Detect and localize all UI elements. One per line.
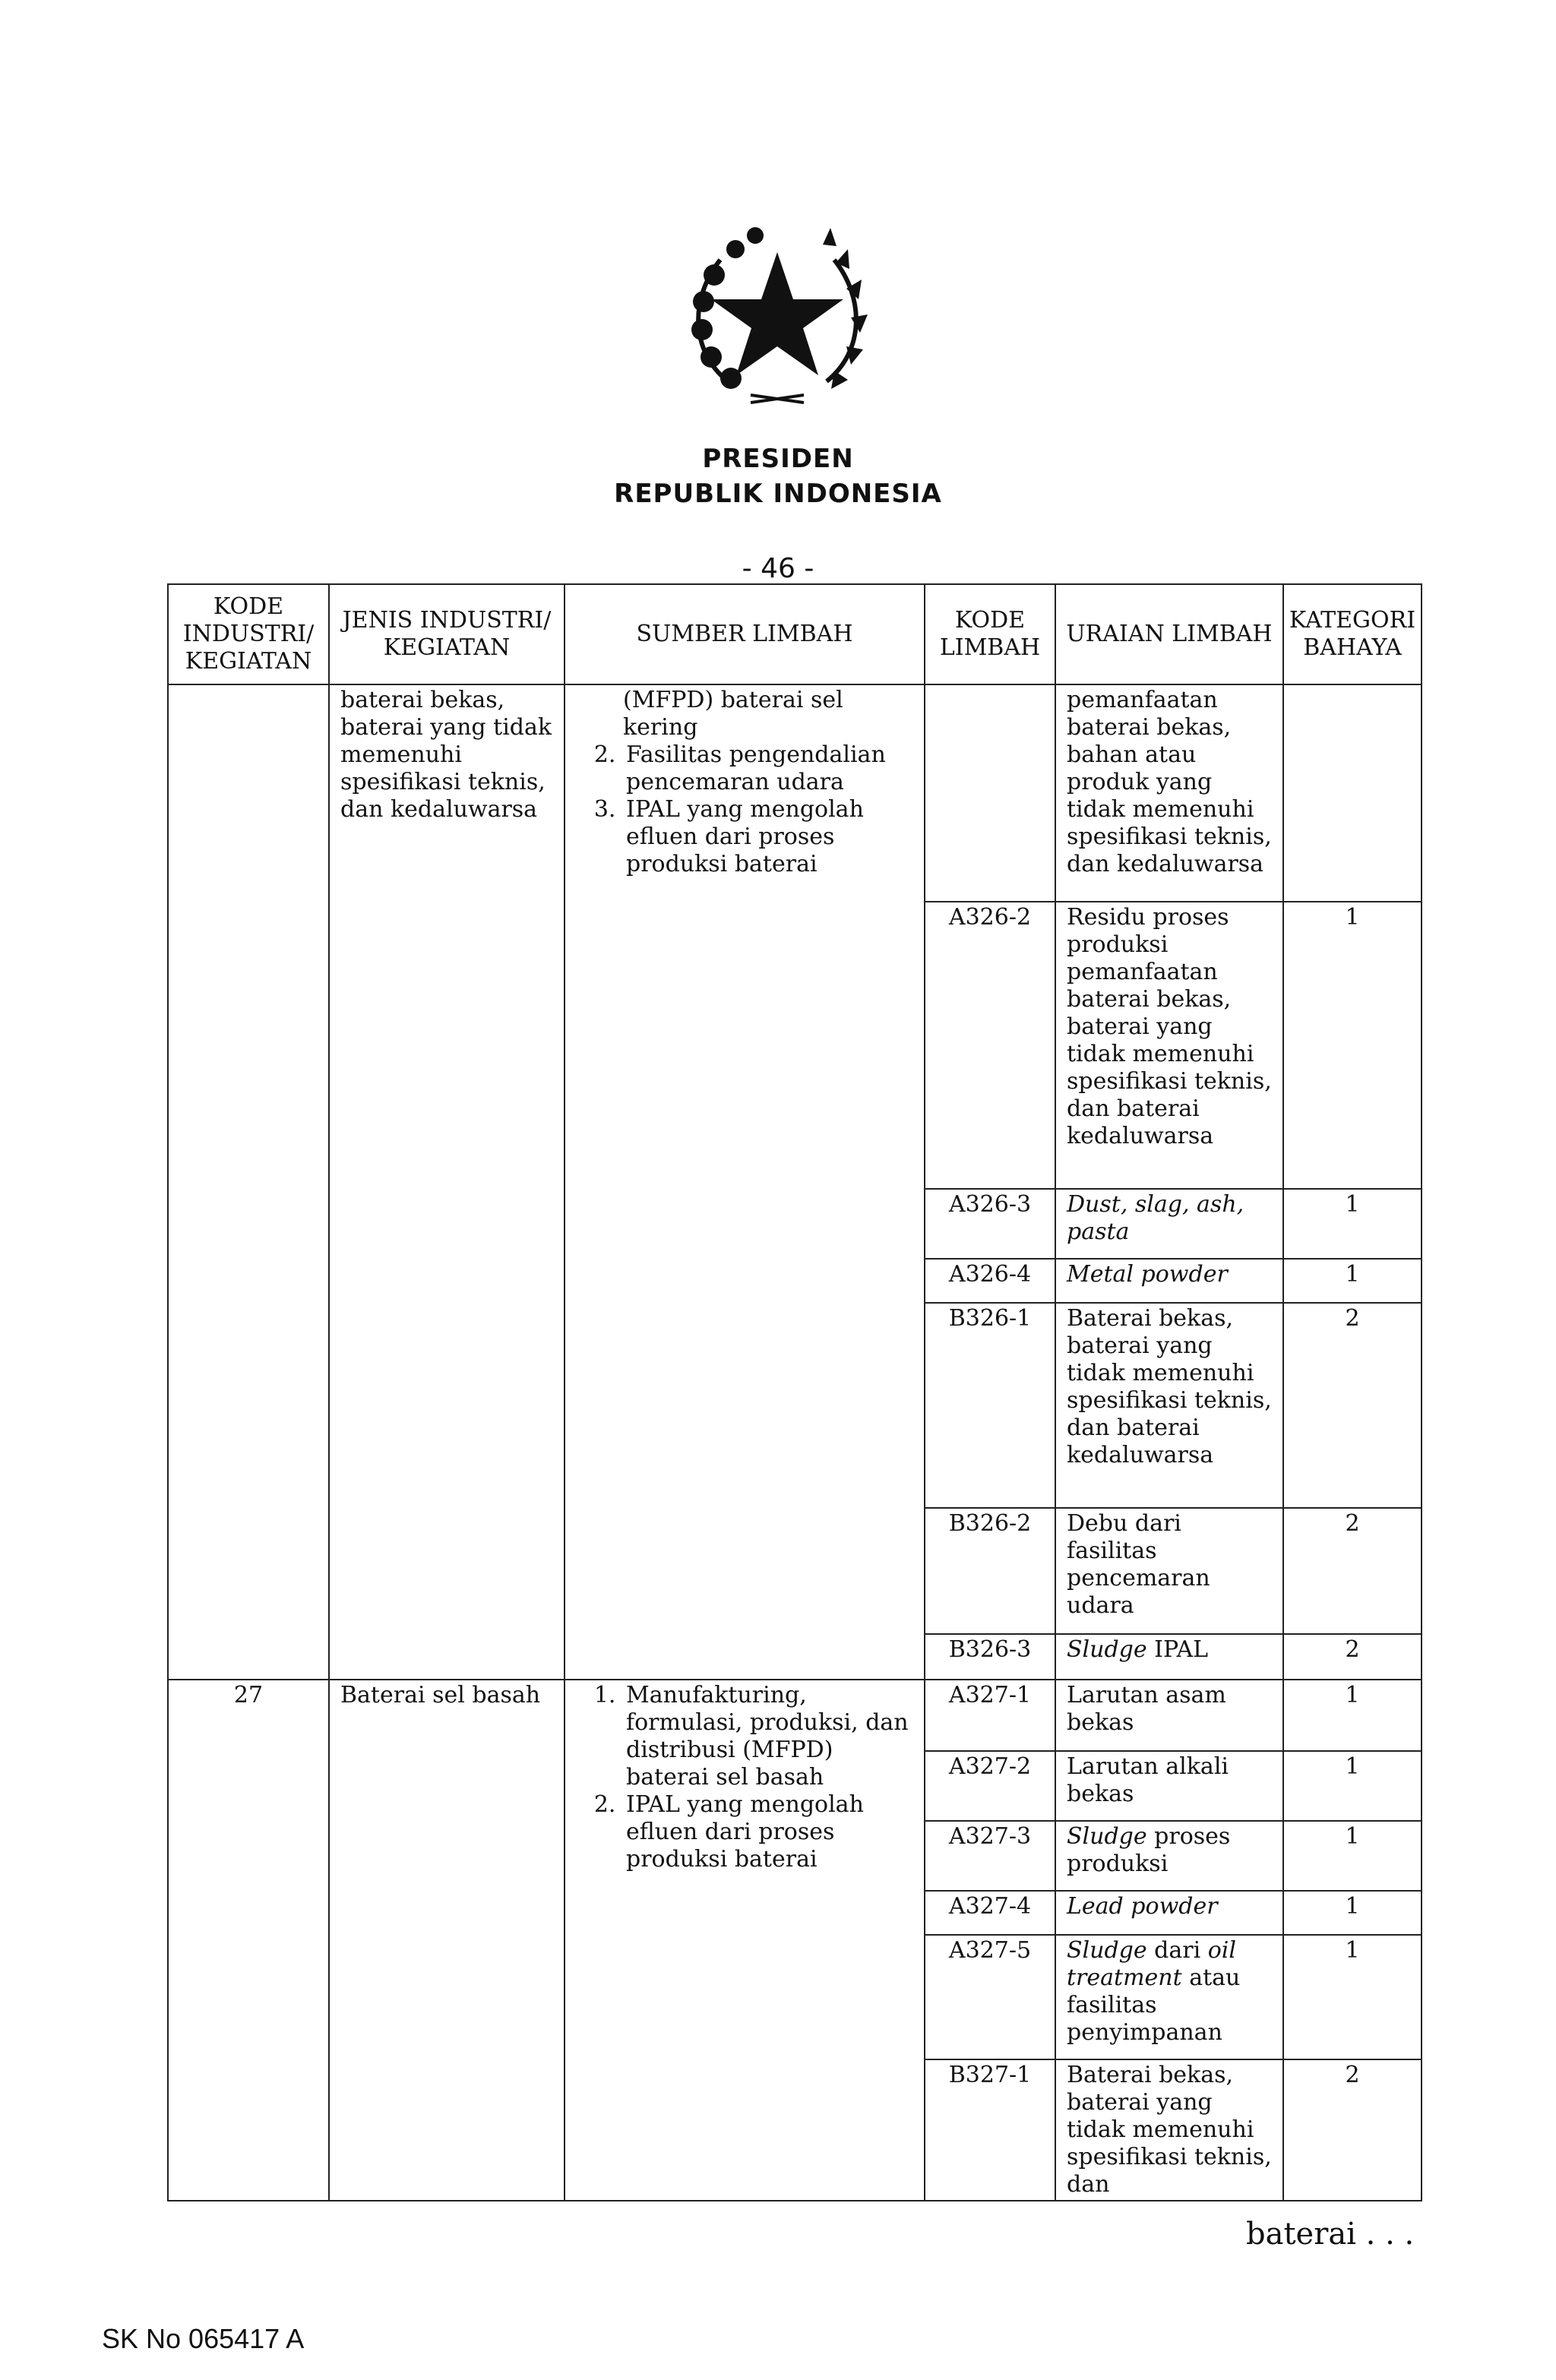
col-sumber-limbah: SUMBER LIMBAH — [565, 584, 925, 684]
uraian-limbah: Larutan alkali bekas — [1055, 1751, 1283, 1821]
kategori-bahaya: 1 — [1283, 902, 1422, 1189]
list-item: 1. Manufakturing, formulasi, produksi, dan distribusi (MFPD) baterai sel basah — [623, 1682, 913, 1791]
kode-limbah: B326-1 — [925, 1303, 1055, 1508]
kode-limbah: A326-2 — [925, 902, 1055, 1189]
kategori-bahaya: 2 — [1283, 1303, 1422, 1508]
list-item: 2. Fasilitas pengendalian pencemaran udara — [623, 741, 913, 796]
kode-limbah: A326-4 — [925, 1259, 1055, 1303]
header-republik: REPUBLIK INDONESIA — [614, 479, 942, 509]
col-kode-industri: KODE INDUSTRI/ KEGIATAN — [168, 584, 329, 684]
uraian-limbah: Metal powder — [1055, 1259, 1283, 1303]
kategori-bahaya: 2 — [1283, 1508, 1422, 1634]
uraian-limbah: Residu proses produksi pemanfaatan baterai bekas, baterai yang tidak memenuhi spesifikasi teknis, dan baterai kedaluwarsa — [1055, 902, 1283, 1189]
kode-limbah-cell — [925, 684, 1055, 902]
uraian-limbah: Dust, slag, ash, pasta — [1055, 1189, 1283, 1259]
uraian-italic: oil treatment — [1067, 1937, 1237, 1991]
sk-number: SK No 065417 A — [102, 2323, 305, 2354]
uraian-limbah — [1055, 1935, 1283, 2059]
kode-limbah: B327-1 — [925, 2059, 1055, 2201]
waste-table — [167, 583, 1422, 2201]
kode-limbah: A327-3 — [925, 1821, 1055, 1891]
sumber-first-line: (MFPD) baterai sel kering — [623, 687, 843, 741]
uraian-limbah — [1055, 1634, 1283, 1680]
uraian-limbah — [1055, 1821, 1283, 1891]
kategori-bahaya: 2 — [1283, 2059, 1422, 2201]
kode-limbah: A327-1 — [925, 1680, 1055, 1751]
col-kode-limbah: KODE LIMBAH — [925, 584, 1055, 684]
kode-limbah: A327-4 — [925, 1891, 1055, 1935]
page-number: - 46 - — [742, 553, 814, 584]
uraian-limbah: Baterai bekas, baterai yang tidak memenuhi spesifikasi teknis, dan — [1055, 2059, 1283, 2201]
uraian-rest: atau fasilitas penyimpanan — [1067, 1964, 1241, 2046]
uraian-rest: proses produksi — [1067, 1823, 1231, 1877]
sumber-limbah-cell — [565, 684, 925, 1680]
uraian-limbah: Lead powder — [1055, 1891, 1283, 1935]
kategori-bahaya: 1 — [1283, 1821, 1422, 1891]
jenis-industri-cell: Baterai sel basah — [329, 1680, 565, 2201]
kode-industri-cell: 27 — [168, 1680, 329, 2201]
jenis-industri-cell: baterai bekas, baterai yang tidak memenuhi spesifikasi teknis, dan kedaluwarsa — [329, 684, 565, 1680]
kategori-bahaya: 1 — [1283, 1751, 1422, 1821]
continuation-text: baterai . . . — [1246, 2217, 1415, 2252]
kode-limbah: B326-3 — [925, 1634, 1055, 1680]
kategori-cell — [1283, 684, 1422, 902]
col-kategori-bahaya: KATEGORI BAHAYA — [1283, 584, 1422, 684]
uraian-limbah: Baterai bekas, baterai yang tidak memenuhi spesifikasi teknis, dan baterai kedaluwarsa — [1055, 1303, 1283, 1508]
uraian-italic: Sludge — [1067, 1636, 1147, 1663]
uraian-limbah: Debu dari fasilitas pencemaran udara — [1055, 1508, 1283, 1634]
table-row — [168, 1680, 1422, 1751]
uraian-rest: IPAL — [1146, 1636, 1209, 1663]
table-header-row — [168, 584, 1422, 684]
kategori-bahaya: 1 — [1283, 1189, 1422, 1259]
kode-limbah: A326-3 — [925, 1189, 1055, 1259]
presidential-emblem-icon — [667, 199, 887, 419]
col-jenis-industri: JENIS INDUSTRI/ KEGIATAN — [329, 584, 565, 684]
kategori-bahaya: 1 — [1283, 1891, 1422, 1935]
kode-industri-cell — [168, 684, 329, 1680]
table-row — [168, 684, 1422, 902]
kategori-bahaya: 1 — [1283, 1935, 1422, 2059]
uraian-italic: Sludge — [1067, 1823, 1147, 1850]
kode-limbah: A327-5 — [925, 1935, 1055, 2059]
kode-limbah: B326-2 — [925, 1508, 1055, 1634]
kategori-bahaya: 1 — [1283, 1259, 1422, 1303]
kode-limbah: A327-2 — [925, 1751, 1055, 1821]
list-item: 3. IPAL yang mengolah efluen dari proses produksi baterai — [623, 796, 913, 878]
uraian-italic: Sludge — [1067, 1937, 1147, 1964]
uraian-rest: dari — [1146, 1937, 1208, 1964]
kategori-bahaya: 1 — [1283, 1680, 1422, 1751]
col-uraian-limbah: URAIAN LIMBAH — [1055, 584, 1283, 684]
header-presiden: PRESIDEN — [702, 444, 854, 474]
list-item: 2. IPAL yang mengolah efluen dari proses produksi baterai — [623, 1791, 913, 1873]
uraian-limbah-cell: pemanfaatan baterai bekas, bahan atau produk yang tidak memenuhi spesifikasi teknis, dan kedaluwarsa — [1055, 684, 1283, 902]
kategori-bahaya: 2 — [1283, 1634, 1422, 1680]
sumber-limbah-cell — [565, 1680, 925, 2201]
uraian-limbah: Larutan asam bekas — [1055, 1680, 1283, 1751]
